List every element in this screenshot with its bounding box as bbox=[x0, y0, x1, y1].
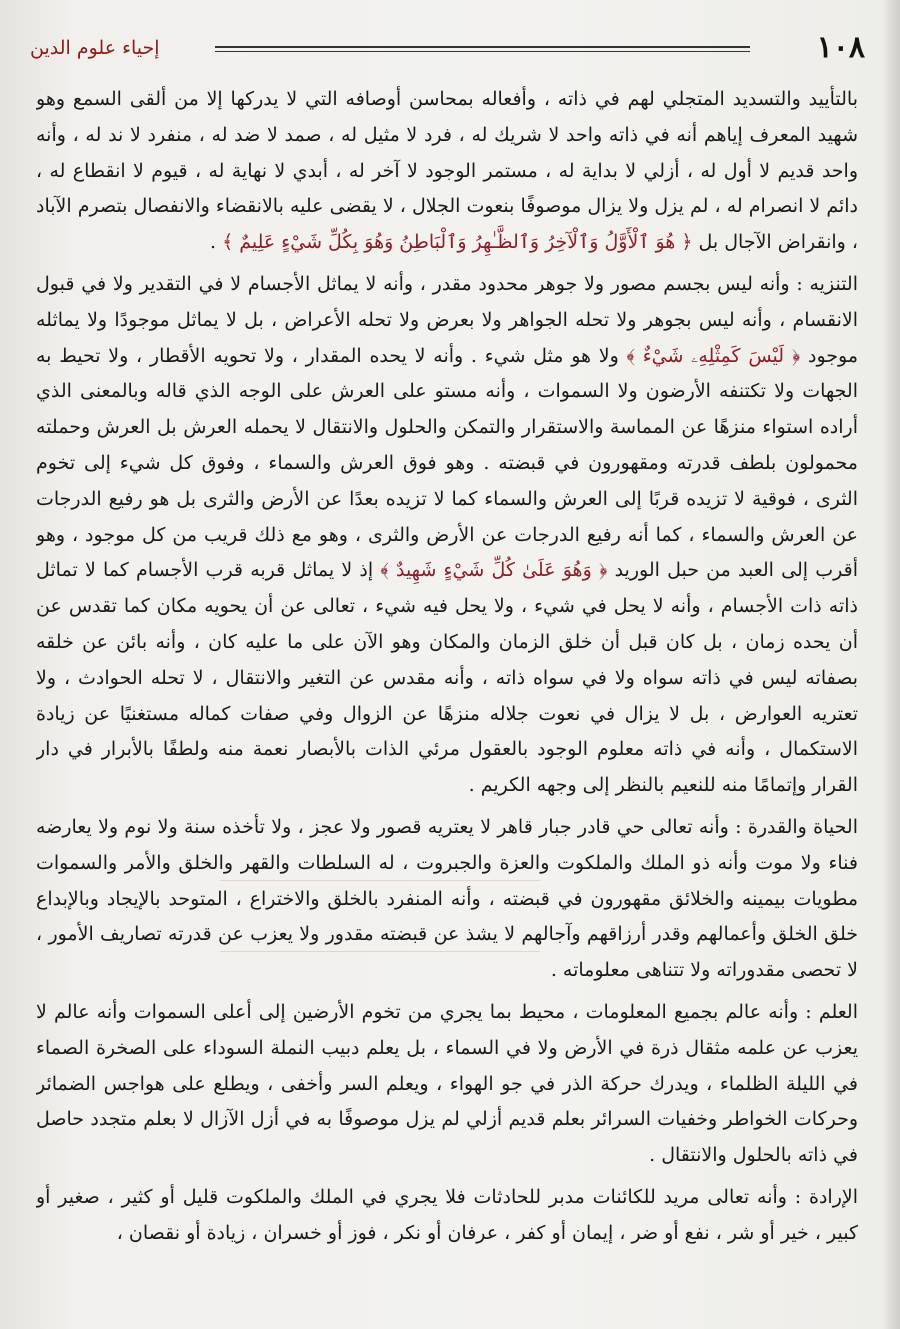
paragraph-text: التنزيه : وأنه ليس بجسم مصور ولا جوهر محدود مقدر ، وأنه لا يماثل الأجسام لا في التقدير ولا في قبول الانقسام ، وأنه ليس بجوهر ولا تحله الجواهر ولا بعرض ولا تحله الأعراض ، بل لا يماثل موجودًا ولا يماثله موجود bbox=[36, 272, 858, 367]
paragraph-p1 bbox=[36, 82, 858, 261]
page-gutter-shadow bbox=[882, 0, 900, 1329]
book-title: إحياء علوم الدين bbox=[30, 37, 160, 59]
header-rule bbox=[215, 46, 750, 52]
quran-verse: ﴿ وَهُوَ عَلَىٰ كُلِّ شَيْءٍ شَهِيدٌ ﴾ bbox=[380, 559, 608, 582]
paragraph-p3 bbox=[36, 810, 858, 989]
paragraph-p2 bbox=[36, 267, 858, 804]
quran-verse: ﴿ هُوَ ٱلْأَوَّلُ وَٱلْآخِرُ وَٱلظَّـٰهِرُ وَٱلْبَاطِنُ وَهُوَ بِكُلِّ شَيْءٍ عَلِيمٌ ﴾ bbox=[222, 231, 693, 254]
paragraph-text: الإرادة : وأنه تعالى مريد للكائنات مدبر للحادثات فلا يجري في الملك والملكوت قليل أو كثير ، صغير أو كبير ، خير أو شر ، نفع أو ضر ، إيمان أو كفر ، عرفان أو نكر ، فوز أو خسران ، زيادة أو نقصان ، bbox=[36, 1185, 858, 1244]
page-number: ١٠٨ bbox=[816, 30, 865, 65]
paragraph-text: بالتأييد والتسديد المتجلي لهم في ذاته ، وأفعاله بمحاسن أوصافه التي لا يدركها إلا من ألقى السمع وهو شهيد المعرف إياهم أنه في ذاته واحد لا شريك له ، فرد لا مثيل له ، صمد لا ضد له ، منفرد لا ند له ، وأنه واحد قديم لا أول له ، أزلي لا بداية له ، مستمر الوجود لا آخر له ، أبدي لا نهاية له ، قيوم لا انقطاع له ، دائم لا انصرام له ، لم يزل ولا يزال موصوفًا بنعوت الجلال ، لا يقضى عليه بالانقضاء والانفصال بتصرم الآباد ، وانقراض الآجال بل bbox=[36, 88, 858, 254]
page-header bbox=[30, 28, 865, 68]
quran-verse: ﴿ لَيْسَ كَمِثْلِهِۦ شَيْءٌ ﴾ bbox=[626, 344, 801, 367]
paragraph-text: الحياة والقدرة : وأنه تعالى حي قادر جبار قاهر لا يعتريه قصور ولا عجز ، ولا تأخذه سنة ولا نوم ولا يعارضه فناء ولا موت وأنه ذو الملك والملكوت والعزة والجبروت ، له السلطات والقهر والخلق والأمر والسموات مطويات بيمينه والخلائق مقهورون في قبضته ، وأنه المنفرد بالخلق والاختراع ، المتوحد بالإيجاد وبالإبداع خلق الخلق وأعمالهم وقدر أرزاقهم وآجالهم لا يشذ عن قبضته مقدور ولا يعزب عن قدرته تصاريف الأمور ، لا تحصى مقدوراته ولا تتناهى معلوماته . bbox=[36, 815, 858, 982]
paragraph-text: العلم : وأنه عالم بجميع المعلومات ، محيط بما يجري من تخوم الأرضين إلى أعلى السموات وأنه عالم لا يعزب عن علمه مثقال ذرة في الأرض ولا في السماء ، بل يعلم دبيب النملة السوداء على الصخرة الصماء في الليلة الظلماء ، ويدرك حركة الذر في جو الهواء ، ويعلم السر وأخفى ، ويطلع على هواجس الضمائر وحركات الخواطر وخفيات السرائر بعلم قديم أزلي لم يزل موصوفًا به في أزل الآزال لا بعلم متجدد حاصل في ذاته بالحلول والانتقال . bbox=[36, 1000, 858, 1167]
paragraph-text: ولا هو مثل شيء . وأنه لا يحده المقدار ، ولا تحويه الأقطار ، ولا تحيط به الجهات ولا تكتنفه الأرضون ولا السموات ، وأنه مستو على العرش على الوجه الذي قاله وبالمعنى الذي أراده استواء منزهًا عن المماسة والاستقرار والتمكن والحلول والانتقال لا يحمله العرش بل العرش وحملته محمولون بلطف قدرته ومقهورون في قبضته . وهو فوق العرش والسماء ، وفوق كل شيء إلى تخوم الثرى ، فوقية لا تزيده قربًا إلى العرش والسماء كما لا تزيده بعدًا عن الأرض والثرى بل هو رفيع الدرجات عن العرش والسماء ، كما أنه رفيع الدرجات عن الأرض والثرى ، وهو مع ذلك قريب من كل موجود ، وهو أقرب إلى العبد من حبل الوريد bbox=[36, 344, 858, 582]
page-body-text bbox=[36, 82, 858, 1317]
paragraph-p4 bbox=[36, 995, 858, 1174]
paragraph-text: إذ لا يماثل قربه قرب الأجسام كما لا تماثل ذاته ذات الأجسام ، وأنه لا يحل في شيء ، ولا يحل فيه شيء ، تعالى عن أن يحويه مكان كما تقدس عن أن يحده زمان ، بل كان قبل أن خلق الزمان والمكان وهو الآن على ما عليه كان ، وأنه بائن عن خلقه بصفاته ليس في ذاته سواه ولا في سواه ذاته ، وأنه مقدس عن التغير والانتقال ، لا تحله الحوادث ، ولا تعتريه العوارض ، بل لا يزال في نعوت جلاله منزهًا عن الزوال وفي صفات كماله مستغنيًا عن زيادة الاستكمال ، وأنه في ذاته معلوم الوجود بالعقول مرئي الذات بالأبصار نعمة منه ولطفًا بالأبرار في دار القرار وإتمامًا منه للنعيم بالنظر إلى وجهه الكريم . bbox=[36, 559, 858, 797]
paragraph-p5 bbox=[36, 1180, 858, 1252]
paragraph-text: . bbox=[210, 231, 223, 254]
